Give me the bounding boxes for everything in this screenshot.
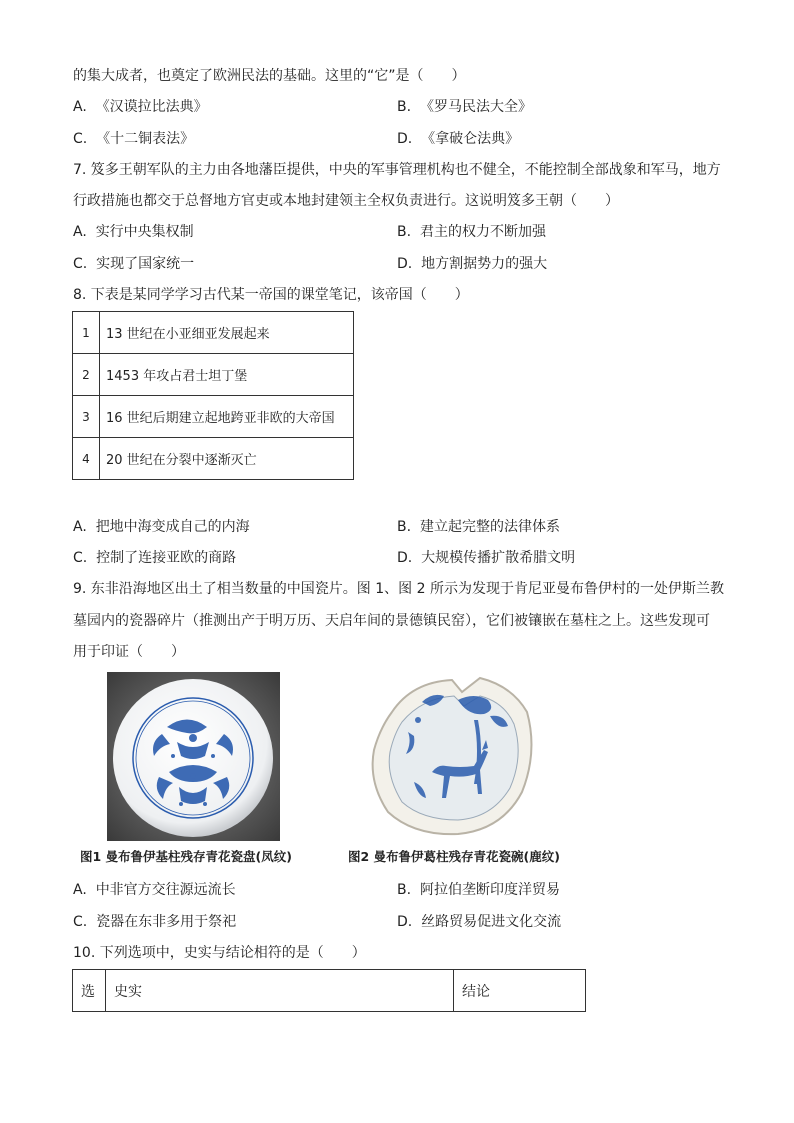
q7-option-d: D. 地方割据势力的强大: [397, 256, 548, 272]
q7-option-b: B. 君主的权力不断加强: [397, 224, 546, 240]
q8-option-b: B. 建立起完整的法律体系: [397, 519, 560, 535]
q8-notes-table: [72, 311, 354, 480]
figure1-phoenix-plate: [107, 672, 280, 841]
q6-stem: 的集大成者，也奠定了欧洲民法的基础。这里的“它”是（ ）: [73, 68, 466, 84]
q7-option-c: C. 实现了国家统一: [73, 256, 195, 272]
q9-option-a: A. 中非官方交往源远流长: [73, 882, 236, 898]
q7-option-a: A. 实行中央集权制: [73, 224, 194, 240]
q9-stem-line3: 用于印证（ ）: [73, 644, 185, 660]
q8-stem: 8. 下表是某同学学习古代某一帝国的课堂笔记，该帝国（ ）: [73, 287, 469, 303]
q8-option-d: D. 大规模传播扩散希腊文明: [397, 550, 576, 566]
header-option: 选: [73, 970, 106, 1012]
q10-table: [72, 969, 586, 1012]
table-header-row: [73, 970, 586, 1012]
q7-stem-line1: 7. 笈多王朝军队的主力由各地藩臣提供，中央的军事管理机构也不健全，不能控制全部战象和军马，地方: [73, 162, 721, 178]
figure1-caption: 图1 曼布鲁伊基柱残存青花瓷盘(凤纹): [80, 849, 292, 864]
q7-stem-line2: 行政措施也都交于总督地方官吏或本地封建领主全权负责进行。这说明笈多王朝（ ）: [73, 193, 619, 209]
figure2-deer-bowl-fragment: [362, 672, 540, 841]
header-fact: 史实: [106, 970, 454, 1012]
q8-option-c: C. 控制了连接亚欧的商路: [73, 550, 237, 566]
table-row: 1 13 世纪在小亚细亚发展起来: [73, 312, 354, 354]
q10-stem: 10. 下列选项中，史实与结论相符的是（ ）: [73, 945, 366, 961]
q8-option-a: A. 把地中海变成自己的内海: [73, 519, 250, 535]
q6-option-b: B. 《罗马民法大全》: [397, 99, 532, 115]
q9-option-b: B. 阿拉伯垄断印度洋贸易: [397, 882, 560, 898]
q6-option-d: D. 《拿破仑法典》: [397, 131, 520, 147]
q9-stem-line1: 9. 东非沿海地区出土了相当数量的中国瓷片。图 1、图 2 所示为发现于肯尼亚曼布鲁伊村的一处伊斯兰教: [73, 581, 724, 597]
q6-option-c: C. 《十二铜表法》: [73, 131, 195, 147]
header-conclusion: 结论: [454, 970, 586, 1012]
table-row: 2 1453 年攻占君士坦丁堡: [73, 354, 354, 396]
q9-option-d: D. 丝路贸易促进文化交流: [397, 914, 562, 930]
q9-option-c: C. 瓷器在东非多用于祭祀: [73, 914, 237, 930]
table-row: 4 20 世纪在分裂中逐渐灭亡: [73, 438, 354, 480]
figure2-caption: 图2 曼布鲁伊葛柱残存青花瓷碗(鹿纹): [348, 849, 560, 864]
q9-stem-line2: 墓园内的瓷器碎片（推测出产于明万历、天启年间的景德镇民窑），它们被镶嵌在墓柱之上。这些发现可: [73, 613, 710, 629]
table-row: 3 16 世纪后期建立起地跨亚非欧的大帝国: [73, 396, 354, 438]
q6-option-a: A. 《汉谟拉比法典》: [73, 99, 208, 115]
